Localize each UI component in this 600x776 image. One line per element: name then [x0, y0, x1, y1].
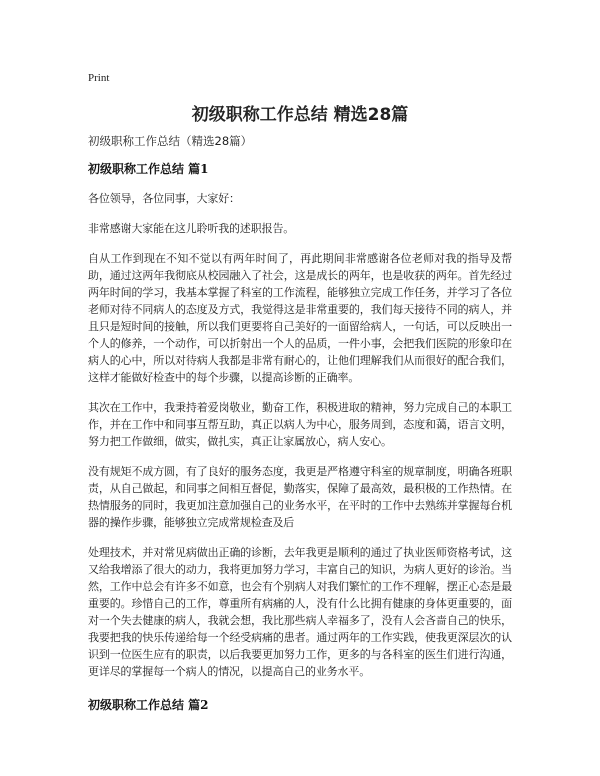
paragraph-thanks: 非常感谢大家能在这儿聆听我的述职报告。	[88, 222, 295, 235]
page-title: 初级职称工作总结 精选28篇	[191, 105, 409, 125]
paragraph-greeting: 各位领导，各位同事，大家好：	[88, 192, 240, 205]
document-body	[88, 160, 512, 726]
paragraph-body: 自从工作到现在不知不觉以有两年时间了，再此期间非常感谢各位老师对我的指导及帮助，通过这两年我彻底从校园融入了社会，这是成长的两年，也是收获的两年。首先经过两年时间的学习，我基本掌握了科室的工作流程，能够独立完成工作任务，并学习了各位老师对待不同病人的态度及方式，我觉得这是非常重要的，我们每天接待不同的病人，并且只是短时间的接触，所以我们更要将自己美好的一面留给病人，一句话，可以反映出一个人的修养，一个动作，可以折射出一个人的品质，一件小事，会把我们医院的形象印在病人的心中，所以对待病人我都是非常有耐心的，让他们理解我们从而很好的配合我们，这样才能做好检查中的每个步骤，以提高诊断的正确率。	[88, 252, 512, 384]
print-link[interactable]: Print	[88, 72, 110, 84]
paragraph-body: 其次在工作中，我秉持着爱岗敬业，勤奋工作，积极进取的精神，努力完成自己的本职工作，并在工作中和同事互帮互助，真正以病人为中心，服务周到，态度和蔼，语言文明，努力把工作做细，做实，做扎实，真正让家属放心，病人安心。	[88, 401, 512, 448]
paragraph-body: 没有规矩不成方圆，有了良好的服务态度，我更是严格遵守科室的规章制度，明确各班职责，从自己做起，和同事之间相互督促，勤落实，保障了最高效，最积极的工作热情。在热情服务的同时，我更加注意加强自己的业务水平，在平时的工作中去熟练并掌握每台机器的操作步骤，能够独立完成常规检查及后	[88, 465, 512, 529]
document-subtitle: 初级职称工作总结（精选28篇）	[88, 134, 253, 148]
paragraph-body: 处理技术，并对常见病做出正确的诊断，去年我更是顺利的通过了执业医师资格考试，这又给我增添了很大的动力，我将更加努力学习，丰富自己的知识，为病人更好的诊治。当然，工作中总会有许多不如意，也会有个别病人对我们繁忙的工作不理解，摆正心态是最重要的。珍惜自己的工作，尊重所有病痛的人，没有什么比拥有健康的身体更重要的，面对一个失去健康的病人，我就会想，我比那些病人幸福多了，没有人会吝啬自己的快乐，我要把我的快乐传递给每一个经受病痛的患者。通过两年的工作实践，使我更深层次的认识到一位医生应有的职责，以后我要更加努力工作，更多的与各科室的医生们进行沟通，更详尽的掌握每一个病人的情况，以提高自己的业务水平。	[88, 546, 512, 678]
section-heading: 初级职称工作总结 篇2	[88, 698, 209, 712]
section-heading: 初级职称工作总结 篇1	[88, 162, 209, 176]
